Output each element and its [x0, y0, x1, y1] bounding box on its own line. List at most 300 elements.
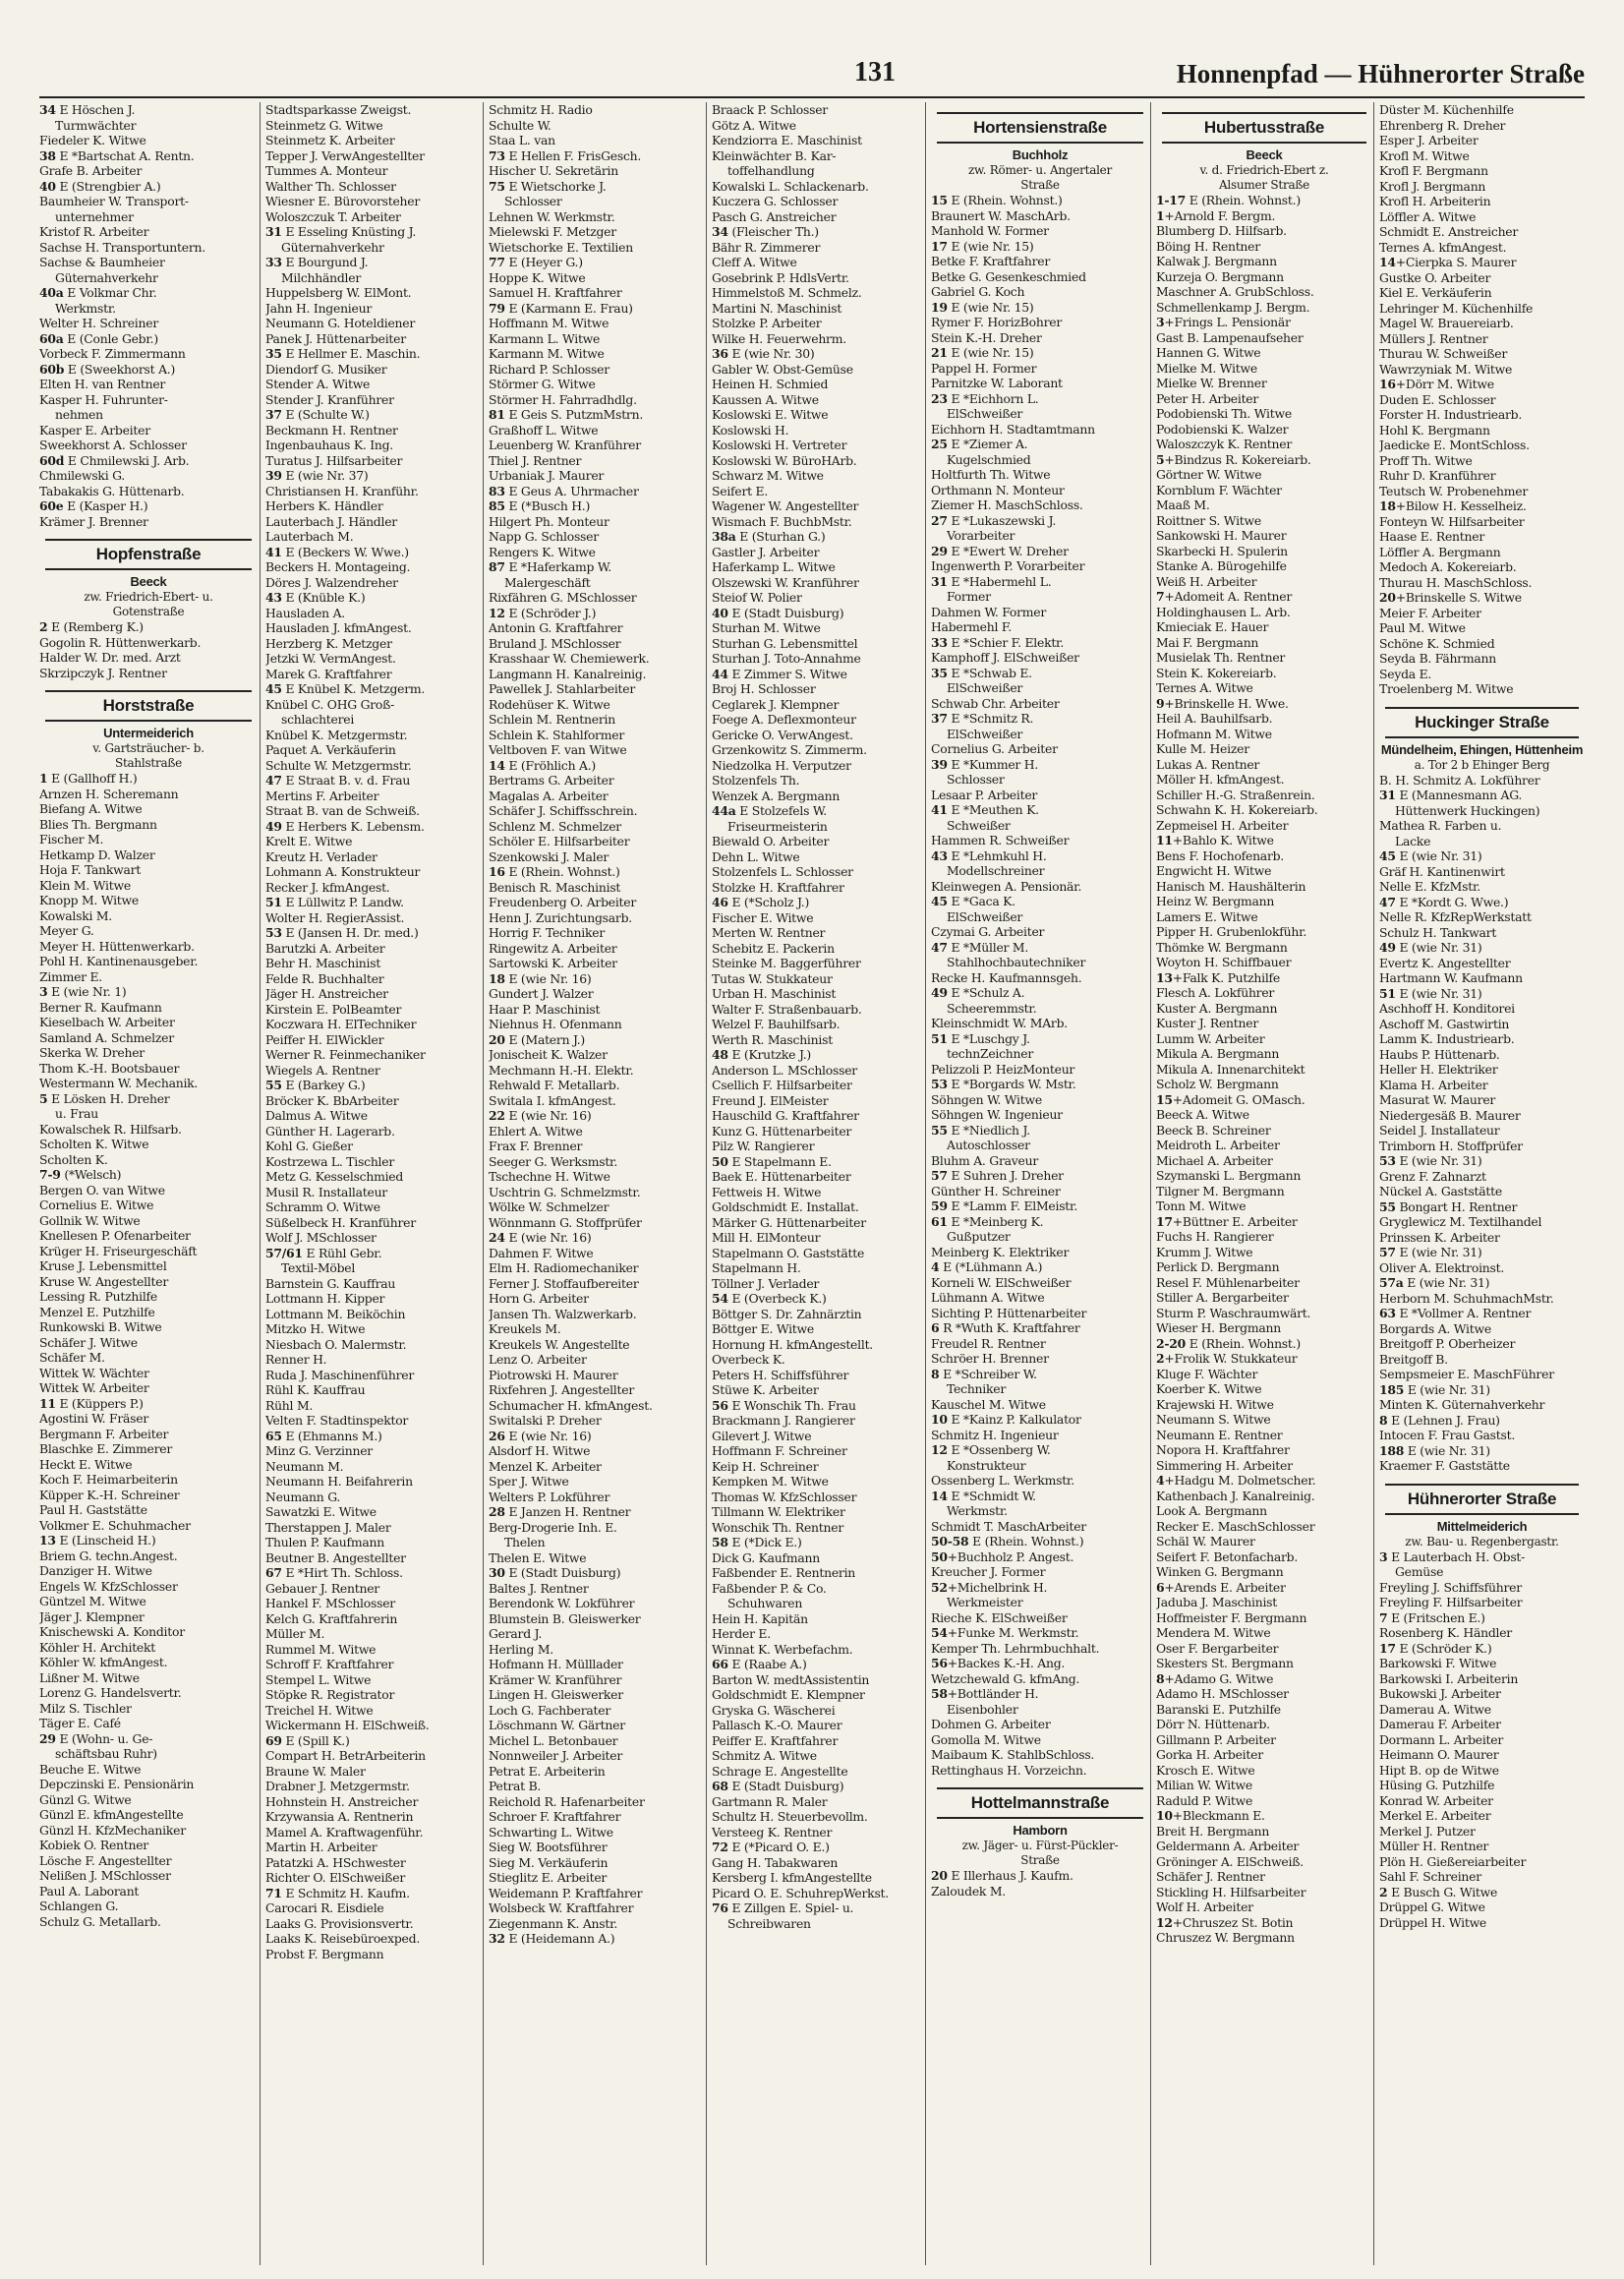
entry-text: Recker J. kfmAngest. [265, 879, 390, 895]
entry-text: Kalwak J. Bergmann [1156, 254, 1277, 268]
directory-entry [1156, 1138, 1372, 1153]
entry-text: Ferner J. Stoffaufbereiter [489, 1275, 639, 1291]
directory-entry [39, 635, 258, 651]
directory-entry [712, 1840, 924, 1855]
entry-text: Uschtrin G. Schmelzmstr. [489, 1184, 641, 1199]
directory-entry [931, 1717, 1149, 1732]
house-number: 17 [1379, 1640, 1396, 1656]
directory-entry [265, 1169, 482, 1185]
entry-text: +Bleckmann E. [1172, 1808, 1265, 1823]
entry-text: Wolf J. MSchlosser [265, 1230, 377, 1245]
directory-entry [712, 1886, 924, 1901]
district-name: Hamborn [1013, 1823, 1068, 1838]
entry-text: Hein H. Kapitän [712, 1610, 808, 1626]
directory-entry [712, 971, 924, 987]
entry-text: Söhngen W. Witwe [931, 1091, 1042, 1107]
entry-text: Mikula A. Bergmann [1156, 1046, 1280, 1061]
house-number: 49 [931, 985, 948, 1000]
directory-entry [1156, 1763, 1372, 1779]
entry-text: Mechmann H.-H. Elektr. [489, 1062, 634, 1078]
directory-entry [712, 1337, 924, 1353]
entry-text: Friseurmeisterin [727, 818, 828, 834]
directory-entry [265, 1124, 482, 1140]
directory-entry [265, 742, 482, 758]
house-number: 87 [489, 559, 505, 574]
house-number: 83 [489, 483, 505, 498]
entry-text: Kohl G. Gießer [265, 1139, 353, 1153]
directory-entry [1379, 1854, 1585, 1870]
directory-entry [1379, 1717, 1585, 1732]
page-title: Honnenpfad — Hühnerorter Straße [1176, 59, 1585, 88]
directory-entry [1156, 223, 1372, 239]
directory-entry [931, 1656, 1149, 1671]
entry-text: E *Schier F. Elektr. [947, 634, 1065, 650]
directory-entry [265, 1900, 482, 1916]
directory-entry [1156, 513, 1372, 529]
entry-text: E Knübel K. Metzgerm. [281, 681, 426, 696]
house-number: 25 [931, 437, 948, 451]
entry-text: Jaedicke E. MontSchloss. [1379, 438, 1530, 452]
directory-entry [931, 955, 1149, 970]
entry-text: Wittek W. Wächter [39, 1365, 149, 1380]
directory-entry [1156, 1656, 1372, 1671]
directory-entry [265, 1337, 482, 1353]
entry-text: Dick G. Kaufmann [712, 1549, 820, 1565]
directory-entry [489, 133, 705, 148]
directory-entry [489, 118, 705, 134]
entry-text: Sachse H. Transportuntern. [39, 239, 205, 255]
entry-text: Meidroth L. Arbeiter [1156, 1138, 1280, 1152]
entry-text: Cleff A. Witwe [712, 255, 797, 269]
directory-entry [265, 864, 482, 880]
house-number: 60b [39, 361, 65, 377]
entry-text: Bongart H. Rentner [1395, 1198, 1518, 1214]
entry-text: Thelen E. Witwe [489, 1549, 587, 1565]
directory-entry [1379, 1062, 1585, 1078]
directory-entry [931, 589, 1149, 605]
entry-text: Klama H. Arbeiter [1379, 1077, 1488, 1092]
directory-entry [489, 789, 705, 804]
entry-text: Kreukels M. [489, 1321, 561, 1336]
directory-entry [265, 758, 482, 774]
entry-text: Seidel J. Installateur [1379, 1123, 1500, 1138]
entry-text: Parnitzke W. Laborant [931, 376, 1063, 390]
entry-text: Woloszczuk T. Arbeiter [265, 208, 401, 224]
directory-entry [1156, 1062, 1372, 1078]
directory-entry [931, 970, 1149, 986]
directory-entry [265, 133, 482, 148]
entry-text: Nückel A. Gaststätte [1379, 1184, 1502, 1198]
entry-text: Thurau H. MaschSchloss. [1379, 574, 1533, 590]
directory-entry [489, 1565, 705, 1581]
entry-text: Fiedeler K. Witwe [39, 133, 146, 147]
entry-text: (Fleischer Th.) [727, 224, 819, 239]
entry-text: Simmering H. Arbeiter [1156, 1457, 1293, 1473]
directory-entry [265, 224, 482, 240]
directory-entry [1156, 1808, 1372, 1824]
directory-entry [931, 1702, 1149, 1718]
directory-entry [1156, 239, 1372, 255]
directory-entry [931, 544, 1149, 559]
directory-entry [712, 819, 924, 835]
entry-text: Plön H. Gießereiarbeiter [1379, 1853, 1527, 1869]
house-number: 56 [712, 1397, 728, 1413]
entry-text: Masurat W. Maurer [1379, 1092, 1496, 1107]
entry-text: Zaloudek M. [931, 1883, 1006, 1899]
entry-text: Kiel E. Verkäuferin [1379, 285, 1492, 300]
directory-entry [39, 346, 258, 362]
house-number: 12 [931, 1442, 948, 1457]
directory-entry [712, 1626, 924, 1642]
entry-text: Herzberg K. Metzger [265, 635, 392, 651]
directory-entry [712, 590, 924, 606]
directory-entry [489, 849, 705, 865]
entry-text: Kempken M. Witwe [712, 1474, 829, 1489]
directory-entry [931, 1428, 1149, 1443]
entry-text: E (Stadt Duisburg) [504, 1565, 621, 1580]
directory-entry [931, 741, 1149, 757]
house-number: 40 [39, 178, 56, 194]
directory-entry [489, 1108, 705, 1124]
directory-entry [1379, 1275, 1585, 1291]
entry-text: Wittek W. Arbeiter [39, 1380, 149, 1395]
directory-entry [931, 528, 1149, 544]
entry-text: E (Knüble K.) [281, 590, 366, 605]
house-number: 44 [712, 666, 728, 681]
page-number: 131 [854, 57, 896, 88]
directory-entry [1156, 1458, 1372, 1474]
directory-entry [265, 1307, 482, 1322]
directory-entry [265, 986, 482, 1002]
entry-text: Arnzen H. Scheremann [39, 786, 179, 801]
directory-entry [39, 1518, 258, 1534]
entry-text: E (wie Nr. 31) [1395, 1245, 1482, 1259]
street-extent: v. Gartsträucher- b. [92, 741, 204, 755]
directory-entry [712, 636, 924, 652]
directory-entry [489, 620, 705, 636]
entry-text: Welters P. Lokführer [489, 1489, 610, 1504]
entry-text: Cornelius G. Arbeiter [931, 741, 1058, 756]
entry-text: Jonischeit K. Walzer [489, 1047, 608, 1062]
house-number: 58 [712, 1535, 728, 1549]
entry-text: Beeck A. Witwe [1156, 1107, 1249, 1122]
entry-text: Oliver A. Elektroinst. [1379, 1259, 1505, 1275]
entry-text: E (Lehnen J. Frau) [1387, 1412, 1500, 1428]
entry-text: R *Wuth K. Kraftfahrer [939, 1320, 1080, 1335]
entry-text: Gryglewicz M. Textilhandel [1379, 1214, 1542, 1229]
entry-text: Raduld P. Witwe [1156, 1792, 1253, 1808]
house-number: 6 [931, 1320, 940, 1335]
entry-text: E *Müller M. [947, 939, 1029, 955]
directory-entry [712, 1504, 924, 1520]
entry-text: Fettweis H. Witwe [712, 1184, 822, 1199]
directory-entry [1156, 696, 1372, 712]
directory-entry [489, 1368, 705, 1383]
entry-text: Barkowski F. Witwe [1379, 1656, 1497, 1670]
house-number: 1-17 [1156, 193, 1187, 207]
directory-entry [1379, 1824, 1585, 1840]
directory-entry [39, 1594, 258, 1609]
directory-entry [931, 818, 1149, 834]
directory-entry [712, 1779, 924, 1794]
house-number: 60d [39, 452, 65, 468]
entry-text: E *Kordt G. Wwe.) [1395, 894, 1509, 909]
directory-entry [712, 209, 924, 225]
entry-text: Merkel J. Putzer [1379, 1823, 1476, 1839]
entry-text: E (wie Nr. 15) [947, 345, 1034, 360]
entry-text: Thulen P. Kaufmann [265, 1535, 384, 1549]
directory-entry [1379, 453, 1585, 469]
house-number: 3 [39, 984, 48, 999]
directory-entry [712, 880, 924, 896]
directory-entry [1156, 848, 1372, 864]
directory-entry [931, 666, 1149, 681]
directory-entry [489, 1581, 705, 1597]
entry-text: Teutsch W. Probenehmer [1379, 483, 1529, 498]
directory-entry [1379, 1702, 1585, 1718]
entry-text: Horrig F. Techniker [489, 925, 605, 940]
entry-text: Ehrenberg R. Dreher [1379, 117, 1506, 133]
entry-text: Tonn M. Witwe [1156, 1198, 1247, 1213]
entry-text: E Stapelmann E. [727, 1153, 832, 1169]
directory-entry [39, 1366, 258, 1381]
directory-entry [931, 1473, 1149, 1489]
column-6 [1150, 102, 1372, 2265]
entry-text: E *Gaca K. [947, 894, 1015, 908]
entry-text: Geldermann A. Arbeiter [1156, 1839, 1300, 1853]
directory-entry [931, 711, 1149, 727]
entry-text: E Chmilewski J. Arb. [64, 452, 190, 468]
directory-entry [712, 240, 924, 256]
entry-text: Barnstein G. Kauffrau [265, 1275, 396, 1291]
directory-entry [265, 636, 482, 652]
directory-entry [39, 1244, 258, 1259]
entry-text: Kieselbach W. Arbeiter [39, 1015, 175, 1029]
directory-entry [265, 118, 482, 134]
directory-entry [39, 1624, 258, 1640]
directory-entry [712, 849, 924, 865]
entry-text: Schulte W. Metzgermstr. [265, 757, 412, 773]
entry-text: Henn J. Zurichtungsarb. [489, 909, 632, 925]
entry-text: E (Rhein. Wohnst.) [968, 1534, 1084, 1549]
entry-text: E (wie Nr. 15) [947, 238, 1034, 254]
directory-entry [39, 102, 258, 118]
directory-entry [1156, 1123, 1372, 1139]
entry-text: E *Ossenberg W. [947, 1442, 1051, 1457]
entry-text: E *Vollmer A. Rentner [1395, 1306, 1532, 1320]
directory-entry [712, 1809, 924, 1825]
directory-entry [712, 1032, 924, 1048]
directory-entry [265, 712, 482, 728]
directory-entry [39, 1258, 258, 1274]
directory-entry [39, 787, 258, 802]
entry-text: Kleinwächter B. Kar- [712, 147, 837, 163]
directory-entry [931, 1198, 1149, 1214]
entry-text: Gerard J. [489, 1626, 543, 1641]
directory-entry [931, 680, 1149, 696]
directory-entry [265, 102, 482, 118]
directory-entry [931, 1138, 1149, 1153]
entry-text: Faßbender P. & Co. [712, 1580, 827, 1596]
directory-entry [265, 1520, 482, 1536]
directory-entry [489, 285, 705, 301]
entry-text: Ternes A. Witwe [1156, 680, 1253, 695]
entry-text: Kugelschmied [947, 451, 1031, 467]
entry-text: Elm H. Radiomechaniker [489, 1260, 639, 1275]
entry-text: E (wie Nr. 31) [1395, 940, 1482, 955]
entry-text: E (wie Nr. 16) [504, 1108, 592, 1123]
directory-entry [489, 986, 705, 1002]
entry-text: E Janzen H. Rentner [504, 1504, 631, 1519]
directory-entry [712, 712, 924, 728]
entry-text: Schwarting L. Witwe [489, 1824, 613, 1840]
entry-text: Martini N. Maschinist [712, 300, 842, 316]
entry-text: E Hellmer E. Maschin. [281, 346, 421, 361]
entry-text: B. H. Schmitz A. Lokführer [1379, 772, 1540, 788]
entry-text: E *Meinberg K. [947, 1213, 1044, 1229]
directory-entry [712, 301, 924, 317]
entry-text: Turatus J. Hilfsarbeiter [265, 452, 403, 468]
entry-text: Waloszczyk K. Rentner [1156, 437, 1293, 451]
directory-entry [712, 864, 924, 880]
directory-entry [489, 102, 705, 118]
entry-text: Güternahverkehr [55, 269, 158, 285]
entry-text: Tschechne H. Witwe [489, 1169, 610, 1184]
directory-entry [931, 1549, 1149, 1565]
house-number: 32 [489, 1931, 505, 1946]
house-number: 53 [931, 1077, 948, 1091]
entry-text: Chmilewski G. [39, 468, 125, 483]
entry-text: Nonnweiler J. Arbeiter [489, 1748, 623, 1763]
entry-text: Skrzipczyk J. Rentner [39, 665, 167, 680]
directory-entry [265, 1413, 482, 1429]
directory-entry [1156, 909, 1372, 925]
entry-text: Hüsing G. Putzhilfe [1379, 1778, 1495, 1792]
house-number: 39 [265, 468, 282, 483]
directory-entry [712, 728, 924, 743]
directory-entry [931, 558, 1149, 574]
house-number: 55 [1379, 1198, 1396, 1214]
entry-text: Söhngen W. Ingenieur [931, 1107, 1063, 1122]
entry-text: Stanke A. Bürogehilfe [1156, 558, 1287, 573]
directory-entry [489, 1626, 705, 1642]
house-number: 35 [931, 665, 948, 680]
directory-entry [39, 209, 258, 225]
directory-entry [1156, 741, 1372, 757]
directory-entry [489, 1748, 705, 1764]
directory-entry [1156, 422, 1372, 438]
directory-entry [265, 1840, 482, 1855]
entry-text: +Adamo G. Witwe [1164, 1670, 1274, 1686]
entry-text: Kmieciak E. Hauer [1156, 619, 1269, 634]
directory-entry [39, 1533, 258, 1549]
entry-text: Stein K. Kokereiarb. [1156, 665, 1277, 680]
directory-entry [931, 437, 1149, 452]
entry-text: Bergmann F. Arbeiter [39, 1426, 169, 1441]
directory-entry [1156, 558, 1372, 574]
house-number: 12 [1156, 1914, 1173, 1930]
entry-text: Kuster J. Rentner [1156, 1016, 1258, 1030]
directory-entry [931, 1580, 1149, 1596]
directory-entry [489, 803, 705, 819]
directory-entry [1156, 924, 1372, 940]
entry-text: Wismach F. BuchbMstr. [712, 513, 852, 529]
entry-text: Kowalski L. Schlackenarb. [712, 178, 869, 194]
house-number: 17 [1156, 1213, 1173, 1229]
directory-entry [265, 346, 482, 362]
house-number: 50 [712, 1153, 728, 1169]
directory-entry [39, 650, 258, 666]
entry-text: Anderson L. MSchlosser [712, 1062, 857, 1078]
directory-entry [931, 1306, 1149, 1321]
directory-entry [931, 1397, 1149, 1413]
page-header [39, 57, 1585, 96]
entry-text: Thomas W. KfzSchlosser [712, 1489, 857, 1504]
directory-entry [931, 239, 1149, 255]
entry-text: Pohl H. Kantinenausgeber. [39, 954, 199, 968]
house-number: 33 [931, 634, 948, 650]
directory-entry [1379, 803, 1585, 819]
directory-entry [1156, 757, 1372, 773]
house-number: 11 [1156, 833, 1173, 847]
entry-text: Störmer H. Fahrradhdlg. [489, 391, 637, 407]
entry-text: Seifert E. [712, 483, 769, 498]
entry-text: Modellschreiner [947, 863, 1045, 878]
entry-text: Schmellenkamp J. Bergm. [1156, 299, 1310, 315]
entry-text: Magel W. Brauereiarb. [1379, 316, 1514, 330]
directory-entry [265, 1535, 482, 1550]
directory-entry [1156, 863, 1372, 879]
entry-text: Löffler A. Bergmann [1379, 544, 1501, 559]
directory-entry [1156, 1259, 1372, 1275]
entry-text: Heimann O. Maurer [1379, 1747, 1499, 1762]
entry-text: Damerau A. Witwe [1379, 1701, 1491, 1717]
entry-text: Schäfer J. Witwe [39, 1334, 138, 1350]
directory-entry [712, 1199, 924, 1215]
directory-entry [265, 895, 482, 910]
house-number: 47 [1379, 894, 1396, 909]
entry-text: Kraemer F. Gaststätte [1379, 1458, 1510, 1473]
directory-entry [1379, 1153, 1585, 1169]
entry-text: E (wie Nr. 31) [1395, 985, 1482, 1001]
entry-text: Hoffmeister F. Bergmann [1156, 1609, 1307, 1625]
directory-entry [489, 590, 705, 606]
entry-text: Gabriel G. Koch [931, 284, 1025, 299]
entry-text: Milian W. Witwe [1156, 1778, 1252, 1792]
entry-text: Trimborn H. Stoffprüfer [1379, 1138, 1523, 1153]
district-name: Beeck [1246, 147, 1283, 162]
entry-text: +Büttner E. Arbeiter [1172, 1213, 1298, 1229]
directory-entry [1379, 895, 1585, 910]
entry-text: Patatzki A. HSchwester [265, 1854, 406, 1870]
entry-text: Kathenbach J. Kanalreinig. [1156, 1488, 1315, 1503]
entry-text: Sieg W. Bootsführer [489, 1840, 608, 1854]
directory-entry [1379, 986, 1585, 1002]
directory-entry [1156, 894, 1372, 909]
directory-entry [1379, 331, 1585, 347]
house-number: 2 [1379, 1884, 1388, 1899]
entry-text: Kurzeja O. Bergmann [1156, 268, 1284, 284]
entry-text: Rettinghaus H. Vorzeichn. [931, 1762, 1087, 1778]
entry-text: Mertins F. Arbeiter [265, 788, 379, 803]
entry-text: Tutas W. Stukkateur [712, 970, 833, 986]
entry-text: Berner R. Kaufmann [39, 999, 162, 1015]
directory-entry [489, 301, 705, 317]
entry-text: Dalmus A. Witwe [265, 1108, 368, 1123]
directory-entry [1379, 1793, 1585, 1809]
entry-text: Hoppe K. Witwe [489, 269, 586, 285]
entry-text: Graßhoff L. Witwe [489, 422, 599, 438]
